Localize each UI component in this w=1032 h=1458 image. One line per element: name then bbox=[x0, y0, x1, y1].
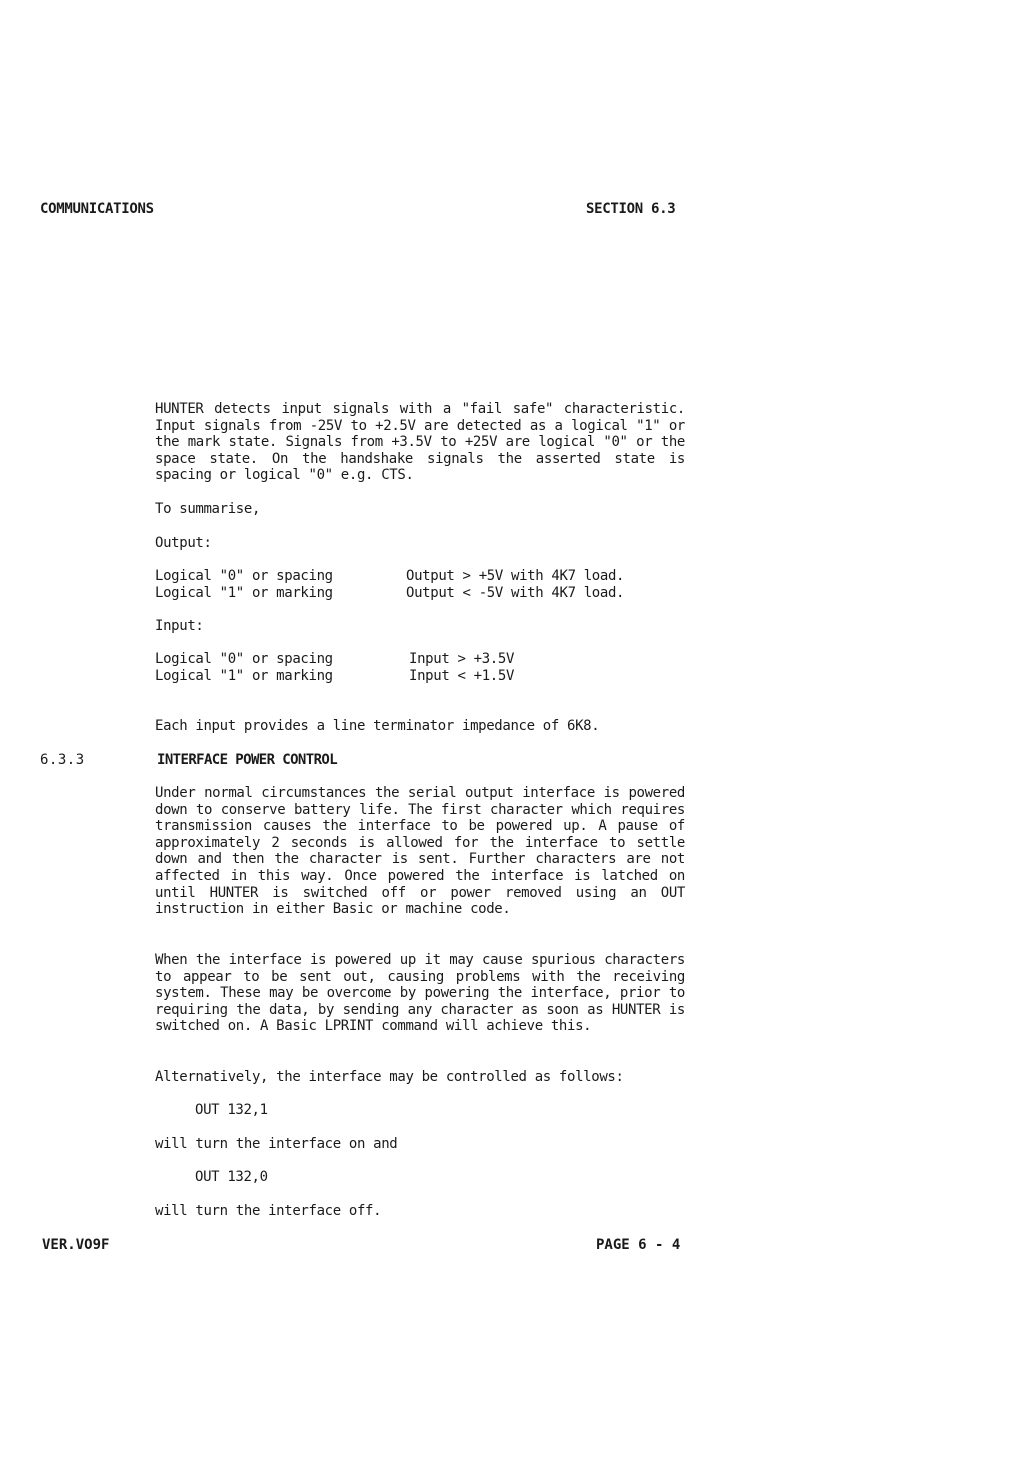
text-on: will turn the interface on and bbox=[155, 1136, 398, 1152]
running-header-left: COMMUNICATIONS bbox=[40, 201, 154, 217]
input-row bbox=[155, 668, 685, 685]
input-level: Input < +1.5V bbox=[409, 667, 515, 684]
output-level: Output < -5V with 4K7 load. bbox=[406, 584, 625, 601]
paragraph-text: Under normal circumstances the serial output interface is powered down to conserve battery life. The first character which requires transmission causes the interface to be powered up. A pause of approximately 2 seconds is allowed for the interface to settle down and then the character is sent. Further characters are not affected in this way. Once powered the interface is latched on until HUNTER is switched off or power removed using an OUT instruction in either Basic or machine code. bbox=[155, 785, 685, 918]
input-heading: Input: bbox=[155, 618, 204, 634]
running-header-right: SECTION 6.3 bbox=[586, 201, 676, 217]
impedance-note: Each input provides a line terminator impedance of 6K8. bbox=[155, 718, 600, 734]
output-table bbox=[155, 568, 685, 601]
input-table bbox=[155, 651, 685, 684]
input-row bbox=[155, 651, 685, 668]
code-text: OUT 132,1 bbox=[195, 1102, 268, 1118]
input-state: Logical "0" or spacing bbox=[155, 651, 333, 667]
footer-version: VER.VO9F bbox=[42, 1237, 110, 1253]
output-row bbox=[155, 568, 685, 585]
power-paragraph-1 bbox=[155, 785, 685, 918]
power-paragraph-2 bbox=[155, 952, 685, 1035]
summary-line: To summarise, bbox=[155, 501, 261, 517]
section-number: 6.3.3 bbox=[40, 752, 85, 768]
intro-paragraph: HUNTER detects input signals with a "fail safe" characteristic. Input signals from -25V to +2.5V are detected as a logical "1" or the mark state. Signals from +3.5V to +25V are logical "0" or the space state. On the handshake signals the asserted state is spacing or logical "0" e.g. CTS. bbox=[155, 401, 685, 484]
output-level: Output > +5V with 4K7 load. bbox=[406, 568, 625, 584]
code-line-on bbox=[155, 1102, 685, 1119]
footer-page-number: PAGE 6 - 4 bbox=[596, 1237, 681, 1253]
section-title: INTERFACE POWER CONTROL bbox=[157, 752, 338, 768]
text-off: will turn the interface off. bbox=[155, 1203, 382, 1219]
output-state: Logical "1" or marking bbox=[155, 584, 333, 601]
output-heading: Output: bbox=[155, 535, 212, 551]
input-state: Logical "1" or marking bbox=[155, 667, 333, 684]
output-row bbox=[155, 585, 685, 602]
intro-block bbox=[155, 401, 685, 484]
code-text: OUT 132,0 bbox=[195, 1169, 268, 1185]
power-paragraph-3: Alternatively, the interface may be controlled as follows: bbox=[155, 1069, 624, 1085]
output-state: Logical "0" or spacing bbox=[155, 568, 333, 584]
input-level: Input > +3.5V bbox=[409, 651, 515, 667]
paragraph-text: When the interface is powered up it may cause spurious characters to appear to be sent out, causing problems with the receiving system. These may be overcome by powering the interface, prior to requiring the data, by sending any character as soon as HUNTER is switched on. A Basic LPRINT command will achieve this. bbox=[155, 952, 685, 1035]
code-line-off bbox=[155, 1169, 685, 1186]
